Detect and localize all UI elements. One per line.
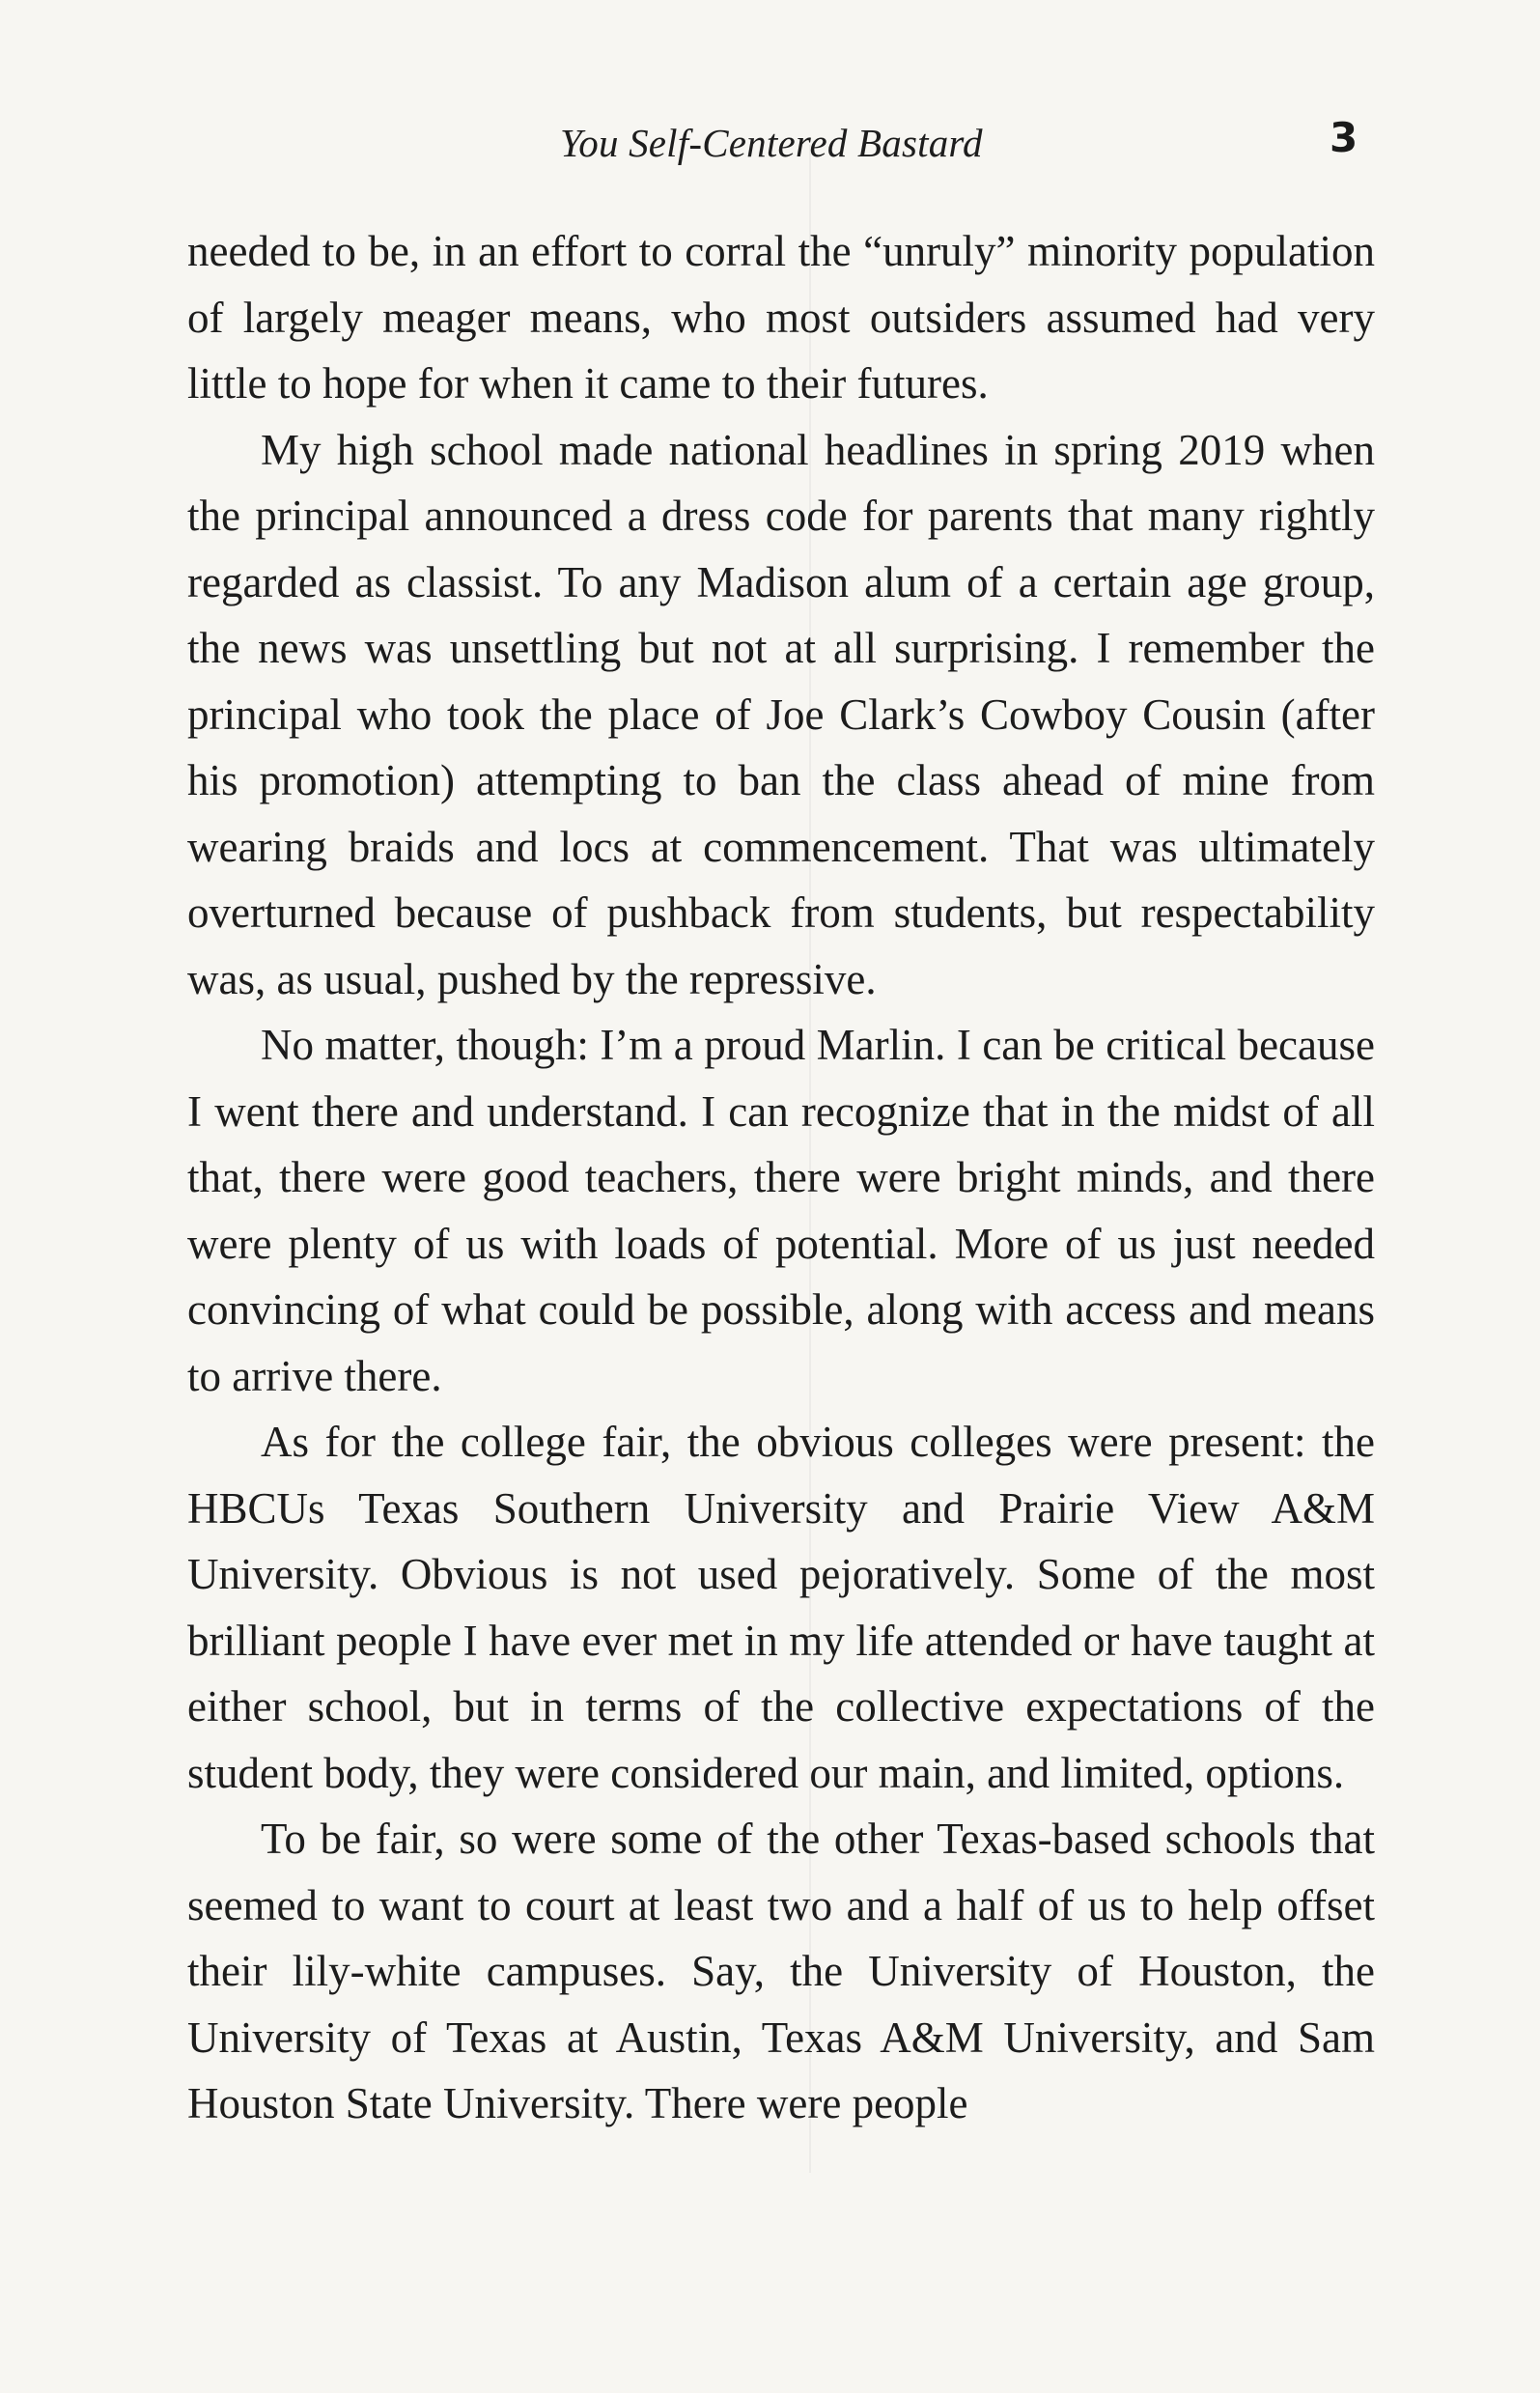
paragraph-2: My high school made national headlines in spring 2019 when the principal announced a dress code for parents that many rightly regarded as classist. To any Madison alum of a certain age group, the news was unsettling but not at all surprising. I remember the principal who took the place of Joe Clark’s Cowboy Cousin (after his promotion) attempting to ban the class ahead of mine from wearing braids and locs at commencement. That was ultimately overturned because of pushback from students, but respectability was, as usual, pushed by the repressive. xyxy=(187,425,1375,1003)
paragraph-4: As for the college fair, the obvious colleges were present: the HBCUs Texas Southern University and Prairie View A&M University. Obvious is not used pejoratively. Some of the most brilliant people I have ever met in my life attended or have taught at either school, but in terms of the collective expectations of the student body, they were considered our main, and limited, options. xyxy=(187,1418,1375,1797)
page-number: 3 xyxy=(1330,114,1358,161)
running-head xyxy=(0,114,1540,182)
paragraph-1: needed to be, in an effort to corral the “unruly” minority population of largely meager means, who most outsiders assumed had very little to hope for when it came to their futures. xyxy=(187,227,1375,408)
paragraph-3: No matter, though: I’m a proud Marlin. I can be critical because I went there and understand. I can recognize that in the midst of all that, there were good teachers, there were bright minds, and there were plenty of us with loads of potential. More of us just needed convincing of what could be possible, along with access and means to arrive there. xyxy=(187,1021,1375,1400)
running-title: You Self-Centered Bastard xyxy=(560,121,983,165)
paragraph-5: To be fair, so were some of the other Texas-based schools that seemed to want to court at least two and a half of us to help offset their lily-white campuses. Say, the University of Houston, the University of Texas at Austin, Texas A&M University, and Sam Houston State University. There were people xyxy=(187,1815,1375,2127)
body-text xyxy=(187,218,1375,2137)
